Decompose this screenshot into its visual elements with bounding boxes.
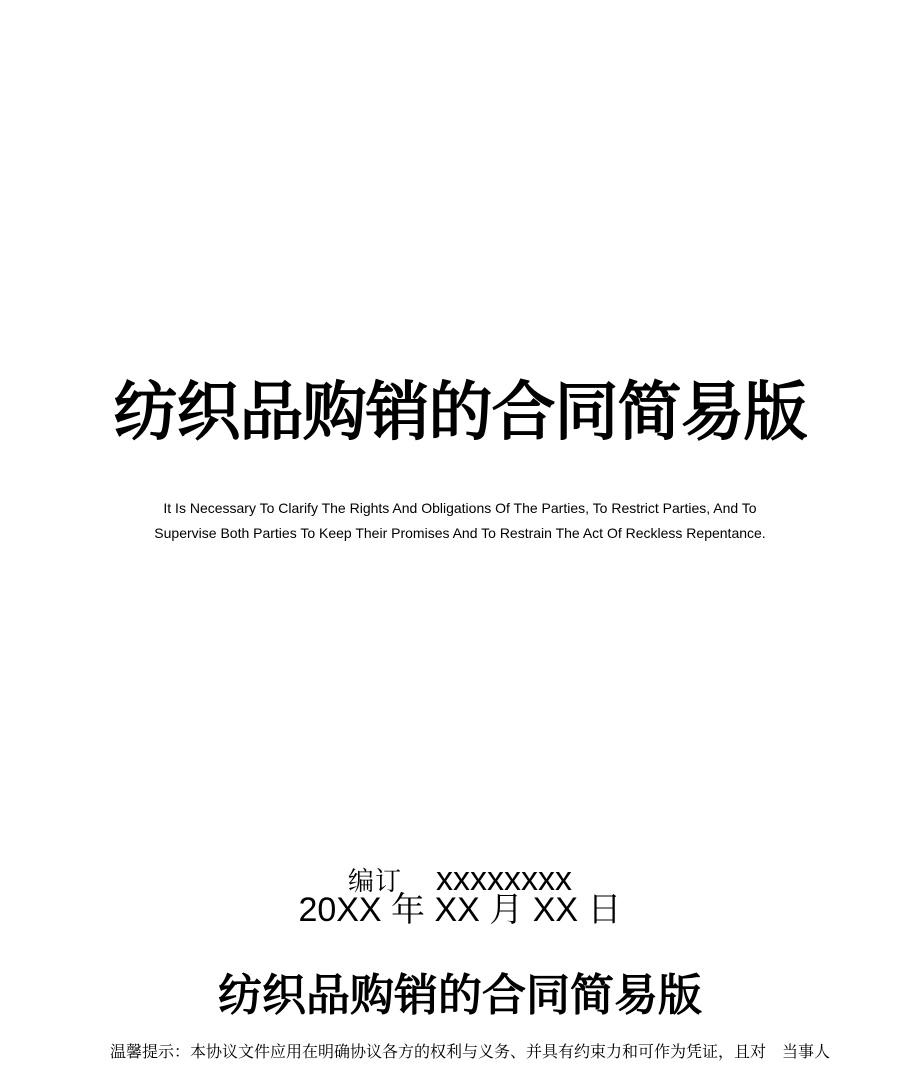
compiler-value: xxxxxxxx <box>436 860 572 898</box>
subtitle-line-1: It Is Necessary To Clarify The Rights And Obligations Of The Parties, To Restrict Parties, And To <box>163 500 757 516</box>
section-heading: 纺织品购销的合同简易版 <box>218 971 702 1020</box>
english-subtitle <box>0 496 920 546</box>
date-line: 20XX 年 XX 月 XX 日 <box>298 891 622 929</box>
compiler-label: 编订 <box>347 866 402 896</box>
document-title: 纺织品购销的合同简易版 <box>113 376 807 448</box>
notice-text: 温馨提示：本协议文件应用在明确协议各方的权利与义务、并具有约束力和可作为凭证，且对 当事人 <box>110 1044 831 1061</box>
subtitle-line-2: Supervise Both Parties To Keep Their Promises And To Restrain The Act Of Reckless Repentance. <box>154 525 766 541</box>
